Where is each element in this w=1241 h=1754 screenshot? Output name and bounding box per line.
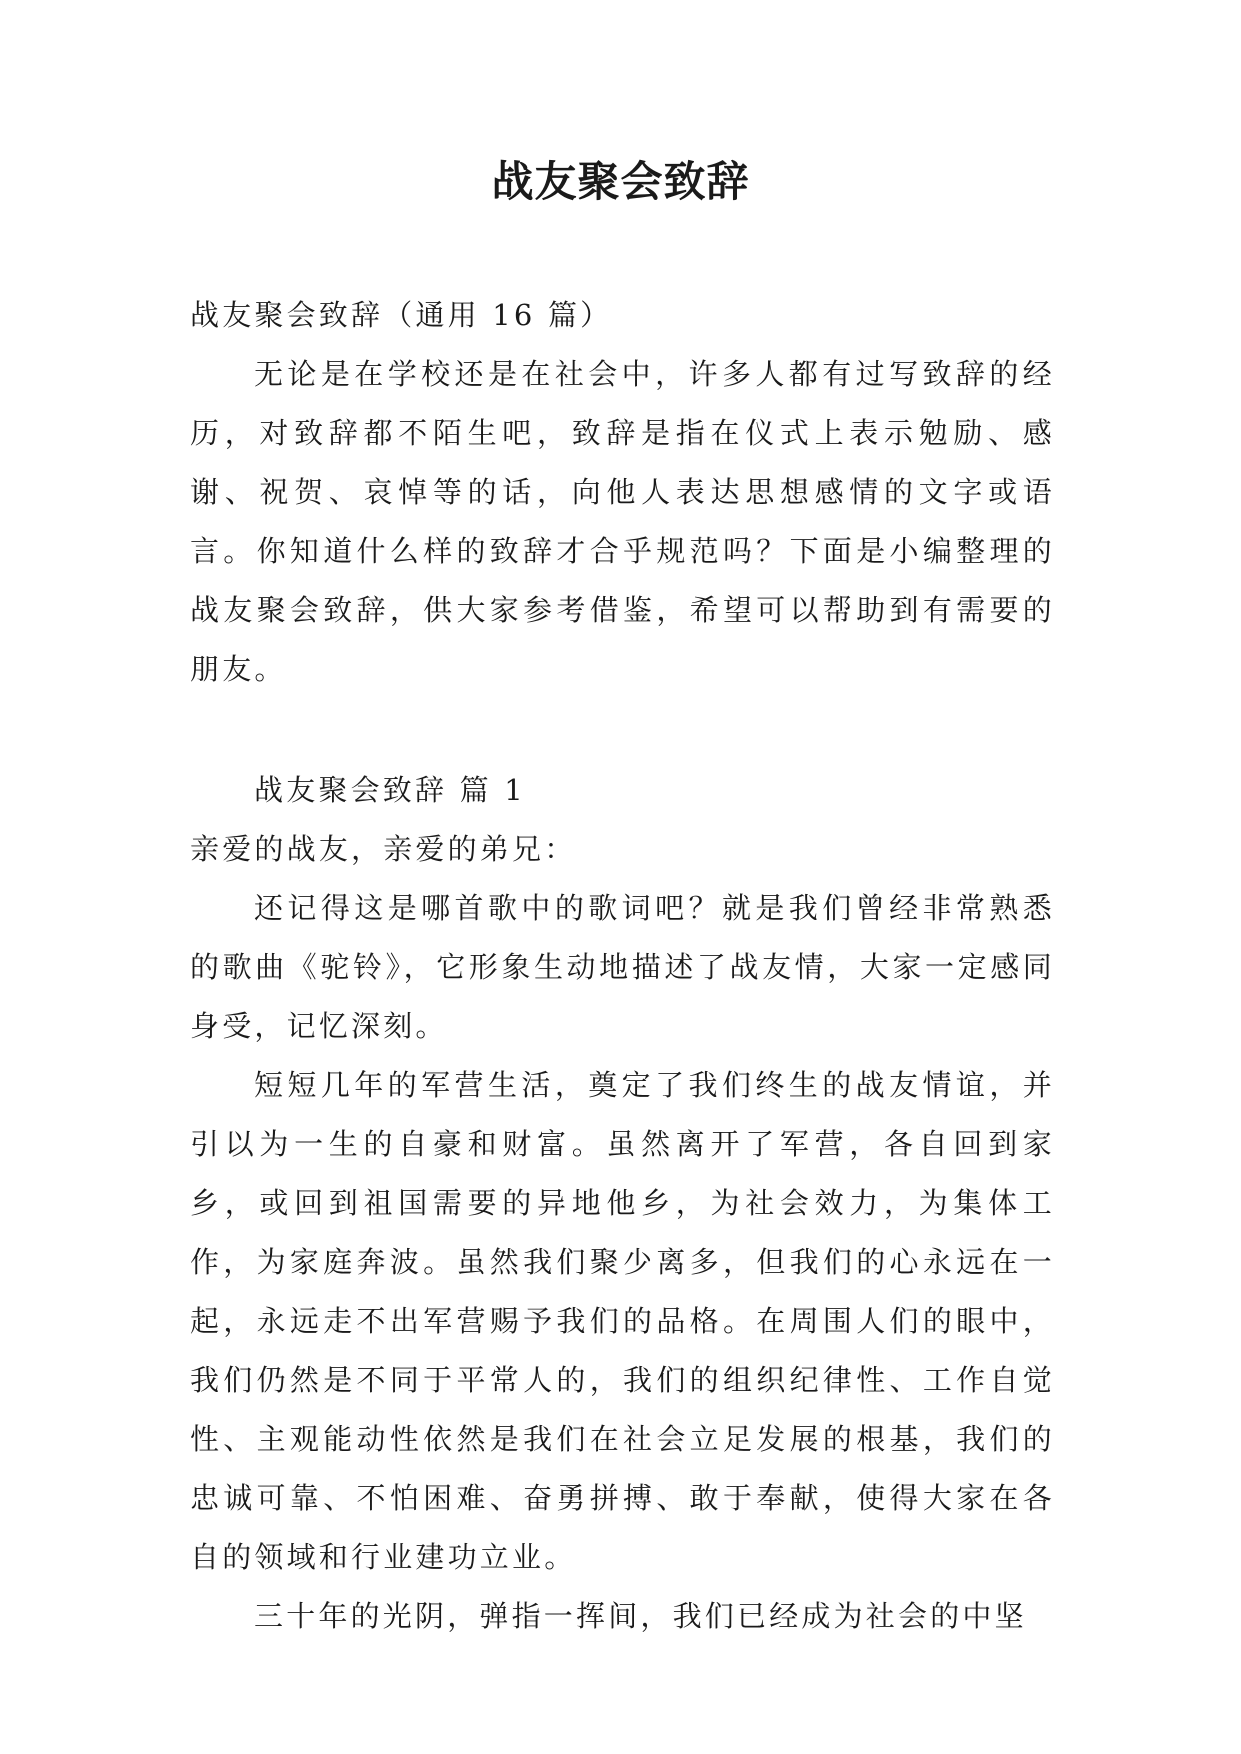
salutation: 亲爱的战友，亲爱的弟兄： xyxy=(190,832,577,866)
document-title: 战友聚会致辞 xyxy=(491,157,750,206)
body-paragraph: 还记得这是哪首歌中的歌词吧？就是我们曾经非常熟悉的歌曲《驼铃》，它形象生动地描述了战友情，大家一定感同身受，记忆深刻。 xyxy=(190,891,1055,1043)
section-heading: 战友聚会致辞 篇 1 xyxy=(254,773,526,807)
section-spacer xyxy=(190,699,1055,761)
document-body xyxy=(190,286,1055,1646)
intro-paragraph: 无论是在学校还是在社会中，许多人都有过写致辞的经历，对致辞都不陌生吧，致辞是指在仪式上表示勉励、感谢、祝贺、哀悼等的话，向他人表达思想感情的文字或语言。你知道什么样的致辞才合乎规范吗？下面是小编整理的战友聚会致辞，供大家参考借鉴，希望可以帮助到有需要的朋友。 xyxy=(190,357,1055,686)
body-paragraph: 短短几年的军营生活，奠定了我们终生的战友情谊，并引以为一生的自豪和财富。虽然离开了军营，各自回到家乡，或回到祖国需要的异地他乡，为社会效力，为集体工作，为家庭奔波。虽然我们聚少离多，但我们的心永远在一起，永远走不出军营赐予我们的品格。在周围人们的眼中，我们仍然是不同于平常人的，我们的组织纪律性、工作自觉性、主观能动性依然是我们在社会立足发展的根基，我们的忠诚可靠、不怕困难、奋勇拼搏、敢于奉献，使得大家在各自的领域和行业建功立业。 xyxy=(190,1068,1055,1574)
document-subtitle: 战友聚会致辞（通用 16 篇） xyxy=(190,298,613,332)
body-paragraph: 三十年的光阴，弹指一挥间，我们已经成为社会的中坚 xyxy=(254,1599,1027,1633)
